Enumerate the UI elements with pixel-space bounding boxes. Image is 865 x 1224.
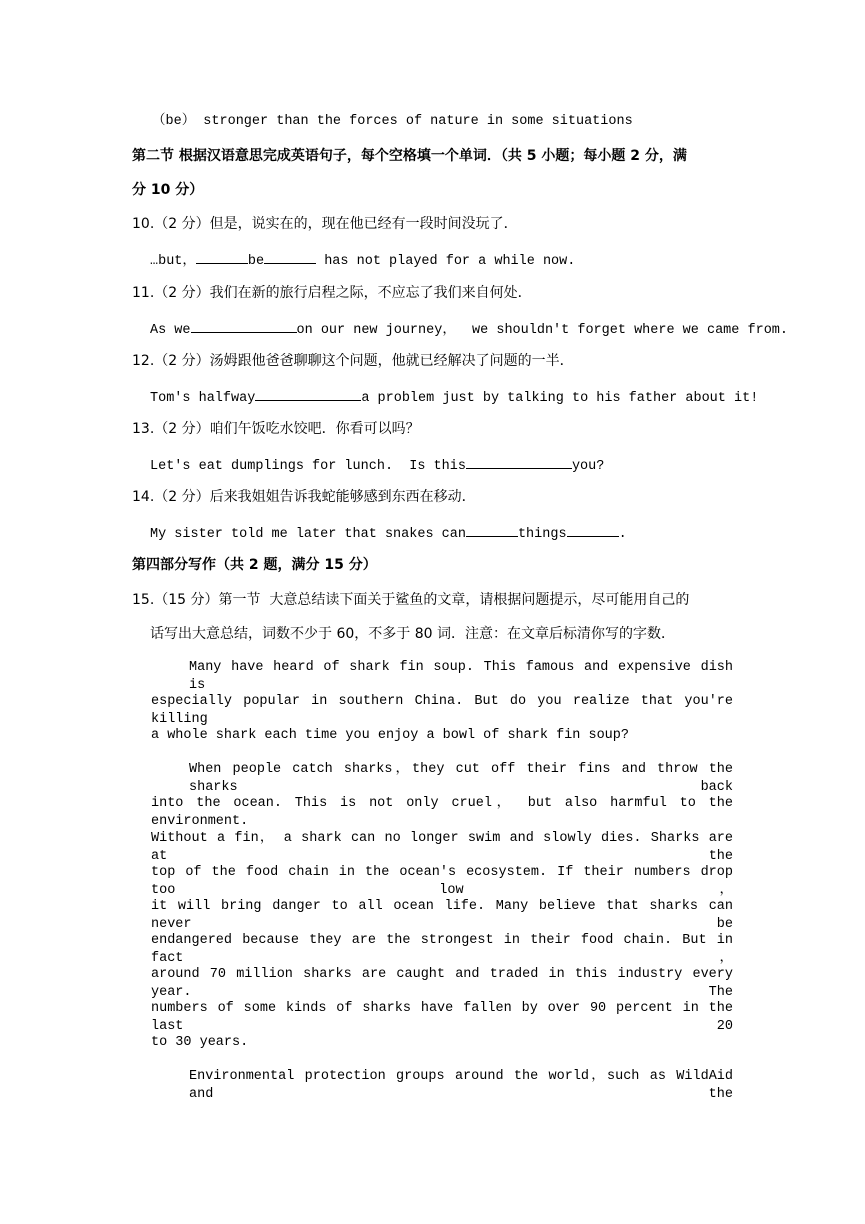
passage-line: around 70 million sharks are caught and traded in this industry every year. The	[151, 966, 733, 1000]
question-15: 15.（15 分）第一节 大意总结读下面关于鲨鱼的文章，请根据问题提示，尽可能用自己的	[132, 592, 690, 608]
answer-blank[interactable]	[466, 522, 518, 537]
passage-line: into the ocean. This is not only cruel， but also harmful to the environment.	[151, 796, 733, 830]
passage-line: Many have heard of shark fin soup. This famous and expensive dish is	[189, 660, 733, 693]
passage-line: endangered because they are the strongest in their food chain. But in fact，	[151, 932, 733, 966]
answer-blank[interactable]	[567, 522, 619, 537]
section-heading: 第二节 根据汉语意思完成英语句子，每个空格填一个单词．（共 5 小题；每小题 2 分，满	[132, 148, 687, 164]
continued-line: （be） stronger than the forces of nature in some situations	[152, 114, 633, 129]
passage-line: especially popular in southern China. But do you realize that you're killing	[151, 694, 733, 728]
question-12: 12.（2 分）汤姆跟他爸爸聊聊这个问题，他就已经解决了问题的一半．	[132, 353, 574, 369]
passage-line: Environmental protection groups around the world，such as WildAid and the	[189, 1069, 733, 1103]
answer-blank[interactable]	[255, 386, 361, 401]
part-heading: 第四部分写作（共 2 题，满分 15 分）	[132, 557, 377, 573]
question-10: 10.（2 分）但是，说实在的，现在他已经有一段时间没玩了．	[132, 216, 518, 232]
passage-line: numbers of some kinds of sharks have fallen by over 90 percent in the last 20	[151, 1001, 733, 1034]
passage-line: Without a fin， a shark can no longer swim and slowly dies. Sharks are at the	[151, 830, 733, 864]
passage-line: a whole shark each time you enjoy a bowl of shark fin soup?	[151, 728, 629, 744]
section-heading-cont: 分 10 分）	[132, 182, 204, 198]
question-10-sentence: …but， be has not played for a while now.	[150, 249, 575, 271]
question-13-sentence: Let's eat dumplings for lunch. Is this you?	[150, 454, 604, 476]
passage-line: it will bring danger to all ocean life. Many believe that sharks can never be	[151, 898, 733, 932]
question-15-cont: 话写出大意总结，词数不少于 60，不多于 80 词．注意：在文章后标清你写的字数．	[150, 626, 675, 642]
passage-line: top of the food chain in the ocean's ecosystem. If their numbers drop too low，	[151, 864, 733, 898]
passage-line: When people catch sharks，they cut off their fins and throw the sharks back	[189, 762, 733, 796]
question-14-sentence: My sister told me later that snakes can things .	[150, 522, 627, 544]
question-11: 11.（2 分）我们在新的旅行启程之际，不应忘了我们来自何处．	[132, 285, 532, 301]
answer-blank[interactable]	[466, 454, 572, 469]
question-11-sentence: As we on our new journey， we shouldn't forget where we came from.	[150, 318, 788, 340]
question-12-sentence: Tom's halfway a problem just by talking to his father about it!	[150, 386, 758, 408]
passage-line: to 30 years.	[151, 1035, 249, 1051]
answer-blank[interactable]	[196, 249, 248, 264]
answer-blank[interactable]	[264, 249, 316, 264]
answer-blank[interactable]	[191, 318, 297, 333]
question-14: 14.（2 分）后来我姐姐告诉我蛇能够感到东西在移动．	[132, 489, 476, 505]
question-13: 13.（2 分）咱们午饭吃水饺吧．你看可以吗？	[132, 421, 420, 437]
